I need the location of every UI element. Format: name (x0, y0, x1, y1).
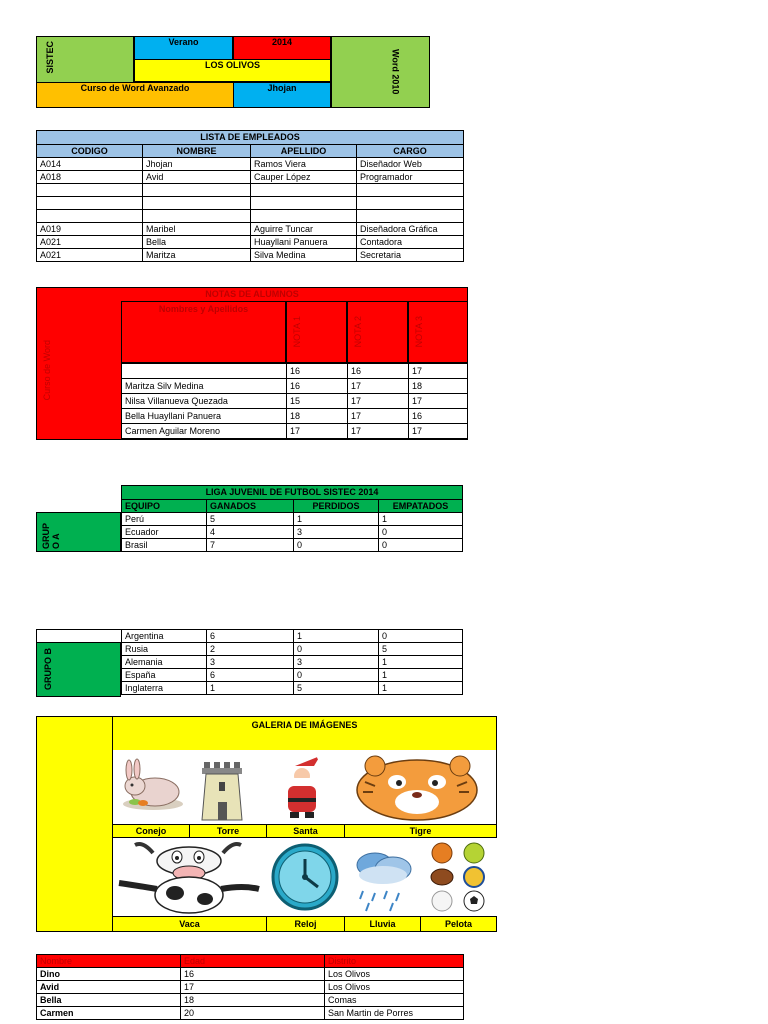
league-group-b-rows (121, 642, 463, 695)
header-person: Jhojan (233, 82, 331, 108)
table-row: A021 Bella Huayllani Panuera Contadora (37, 236, 464, 249)
table-row: Ecuador 4 3 0 (122, 526, 463, 539)
league-group-b-label: GRUPO B (36, 642, 121, 697)
cow-image (113, 839, 265, 916)
santa-image (268, 752, 343, 822)
col-apellido: APELLIDO (251, 145, 357, 158)
header-year: 2014 (233, 36, 331, 60)
table-row: Carmen Aguilar Moreno 17 17 17 (122, 424, 468, 439)
table-row: Argentina 6 1 0 (37, 630, 463, 643)
caption-lluvia: Lluvia (344, 916, 421, 932)
table-row: Alemania 3 3 1 (122, 656, 463, 669)
balls-image (422, 839, 496, 916)
table-row: A019 Maribel Aguirre Tuncar Diseñadora Gráfica (37, 223, 464, 236)
table-row: A018 Avid Cauper López Programador (37, 171, 464, 184)
header-season: Verano (134, 36, 233, 60)
table-row: Maritza Silv Medina 16 17 18 (122, 379, 468, 394)
gallery-title: GALERIA DE IMÁGENES (112, 716, 497, 751)
league-group-a (121, 485, 463, 552)
rabbit-image (113, 752, 188, 822)
grades-title: NOTAS DE ALUMNOS (205, 289, 299, 299)
table-row: Bella Huayllani Panuera 18 17 16 (122, 409, 468, 424)
table-row: Nilsa Villanueva Quezada 15 17 17 (122, 394, 468, 409)
caption-conejo: Conejo (112, 824, 190, 838)
grades-note1-header: NOTA 1 (286, 301, 347, 363)
caption-pelota: Pelota (420, 916, 497, 932)
table-row: España 6 0 1 (122, 669, 463, 682)
caption-tigre: Tigre (344, 824, 497, 838)
table-row: Inglaterra 1 5 1 (122, 682, 463, 695)
table-row: Carmen 20 San Martin de Porres (37, 1007, 464, 1020)
table-row: Brasil 7 0 0 (122, 539, 463, 552)
table-row: Perú 5 1 1 (122, 513, 463, 526)
league-group-a-label: GRUP O A (36, 512, 121, 552)
grades-side-label: Curso de Word (42, 340, 52, 401)
employees-header-row (37, 145, 464, 158)
table-row: Rusia 2 0 5 (122, 643, 463, 656)
table-row (37, 210, 464, 223)
header-location: LOS OLIVOS (134, 59, 331, 82)
caption-reloj: Reloj (266, 916, 345, 932)
league-title: LIGA JUVENIL DE FUTBOL SISTEC 2014 (122, 486, 463, 500)
rain-image (345, 839, 420, 916)
header-word: Word 2010 (331, 36, 430, 108)
header-sistec: SISTEC (36, 36, 134, 108)
table-row: A021 Maritza Silva Medina Secretaria (37, 249, 464, 262)
table-row: 16 16 17 (122, 364, 468, 379)
table-row (37, 197, 464, 210)
tower-image (190, 752, 265, 822)
table-row: Avid 17 Los Olivos (37, 981, 464, 994)
caption-santa: Santa (266, 824, 345, 838)
people-header-row: Nombre Edad Distrito (37, 955, 464, 968)
col-cargo: CARGO (357, 145, 464, 158)
clock-image (268, 839, 343, 916)
employees-table (36, 130, 464, 262)
table-row: Dino 16 Los Olivos (37, 968, 464, 981)
grades-note3-header: NOTA 3 (408, 301, 468, 363)
col-codigo: CODIGO (37, 145, 143, 158)
table-row (37, 184, 464, 197)
tiger-image (345, 752, 495, 822)
header-course: Curso de Word Avanzado (36, 82, 234, 108)
league-group-b (36, 629, 463, 643)
col-nombre: NOMBRE (143, 145, 251, 158)
people-table (36, 954, 464, 1020)
grades-name-header: Nombres y Apellidos (121, 301, 286, 363)
gallery-side (36, 716, 113, 932)
league-header-row: EQUIPO GANADOS PERDIDOS EMPATADOS (122, 500, 463, 513)
table-row: A014 Jhojan Ramos Viera Diseñador Web (37, 158, 464, 171)
table-row: Bella 18 Comas (37, 994, 464, 1007)
grades-note2-header: NOTA 2 (347, 301, 408, 363)
caption-vaca: Vaca (112, 916, 267, 932)
caption-torre: Torre (189, 824, 267, 838)
employees-title: LISTA DE EMPLEADOS (37, 131, 464, 145)
grades-rows (121, 363, 468, 439)
